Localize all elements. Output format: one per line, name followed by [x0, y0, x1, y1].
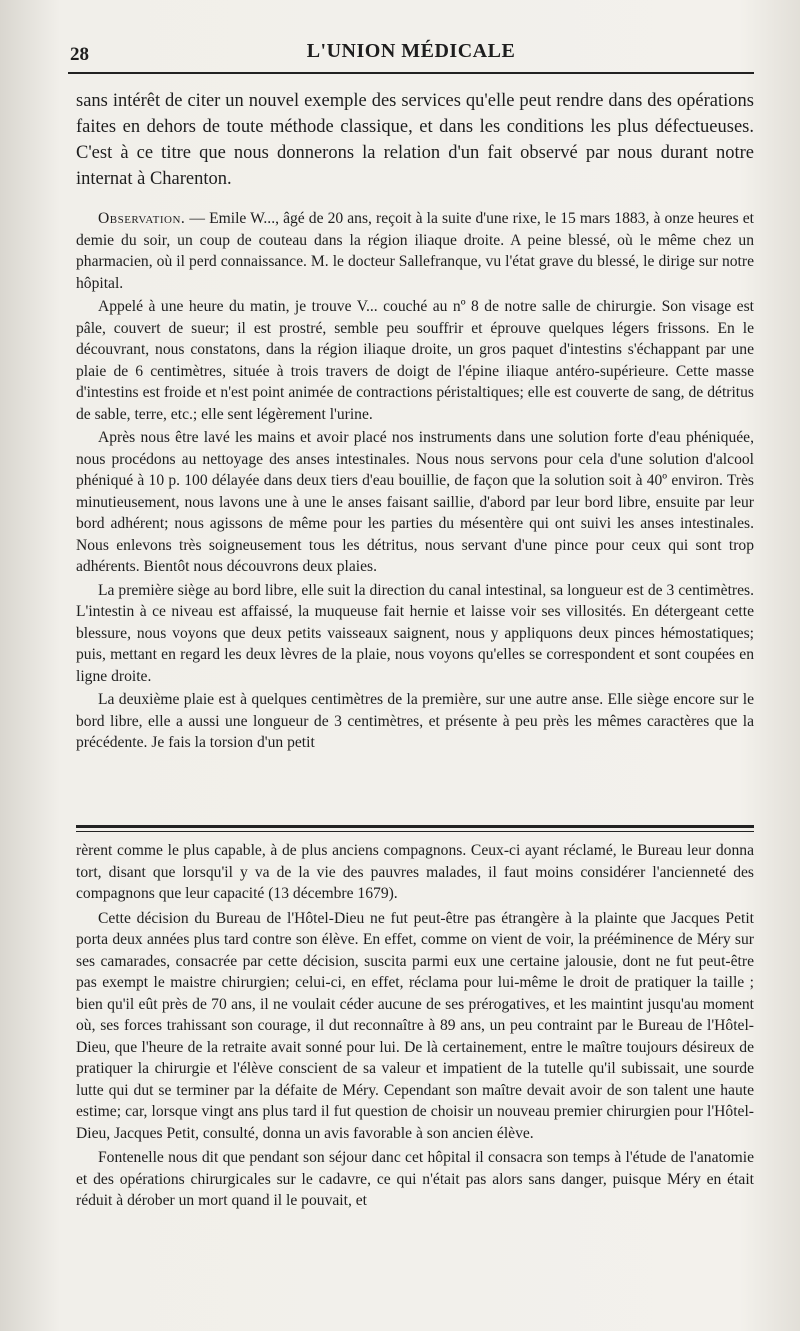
- observation-paragraph-3: Après nous être lavé les mains et avoir placé nos instruments dans une solution forte d'eau phéniquée, nous procédons au nettoyage des anses intestinales. Nous nous servons pour cela d'une solution d'alcool phéniqué à 10 p. 100 délayée dans deux tiers d'eau bouillie, de façon que la solution soit à 40º environ. Très minutieusement, nous lavons une à une le anses faisant saillie, d'abord par leur bord libre, ensuite par leur bord adhérent; nous agissons de même pour les parties du mésentère qui ont suivi les anses intestinales. Nous enlevons très soigneusement tous les détritus, nous servant d'une pince pour ceux qui sont trop adhérents. Bientôt nous découvrons deux plaies.: [76, 429, 754, 575]
- intro-section: [76, 88, 754, 192]
- intro-paragraph: sans intérêt de citer un nouvel exemple des services qu'elle peut rendre dans des opérations faites en dehors de toute méthode classique, et dans les conditions les plus défectueuses. C'est à ce titre que nous donnerons la relation d'un fait observé par nous durant notre internat à Charenton.: [76, 91, 754, 189]
- observation-text: — Emile W..., âgé de 20 ans, reçoit à la suite d'une rixe, le 15 mars 1883, à onze heures et demie du soir, un coup de couteau dans la région iliaque droite. A peine blessé, où le même chez un pharmacien, où il perd connaissance. M. le docteur Sallefranque, vu l'état grave du blessé, le dirige sur notre hôpital.: [76, 210, 755, 292]
- header-rule: [68, 72, 754, 74]
- observation-paragraph-5: La deuxième plaie est à quelques centimètres de la première, sur une autre anse. Elle siège encore sur le bord libre, elle a aussi une longueur de 3 centimètres, et présente à peu près les mêmes caractères que la précédente. Je fais la torsion d'un petit: [76, 691, 754, 751]
- lower-paragraph-2: Cette décision du Bureau de l'Hôtel-Dieu ne fut peut-être pas étrangère à la plainte que Jacques Petit porta deux années plus tard contre son élève. En effet, comme on vient de voir, la prééminence de Méry sur ses camarades, consacrée par cette décision, suscita parmi eux une certaine jalousie, dont ne fut peut-être pas exempt le maistre chirurgien; celui-ci, en effet, réclama pour lui-même le droit de pratiquer la taille ; bien qu'il eût près de 70 ans, il ne voulait céder aucune de ses prérogatives, et les maintint jusqu'au moment où, ses forces trahissant son courage, il dut reconnaître à 89 ans, un peu contraint par le Bureau de l'Hôtel-Dieu, que l'heure de la retraite avait sonné pour lui. De là certainement, entre le maître toujours désireux de pratiquer la chirurgie et l'élève conscient de sa valeur et impatient de la tutelle qu'il subissait, une sourde lutte qui dut se terminer par la défaite de Méry. Cependant son maître devait avoir de son talent une haute estime; car, lorsque vingt ans plus tard il fut question de choisir un nouveau premier chirurgien pour l'Hôtel-Dieu, Jacques Petit, consulté, donna un avis favorable à son ancien élève.: [76, 909, 754, 1142]
- observation-paragraph-1: [76, 208, 754, 294]
- observation-paragraph-4: La première siège au bord libre, elle suit la direction du canal intestinal, sa longueur est de 3 centimètres. L'intestin à ce niveau est affaissé, la muqueuse fait hernie et laisse voir ses villosités. En détergeant cette blessure, nous voyons que deux petits vaisseaux saignent, nous y appliquons deux pinces hémostatiques; puis, mettant en regard les deux lèvres de la plaie, nous voyons qu'elles se correspondent et sont coupées en ligne droite.: [76, 581, 754, 685]
- observation-section: [76, 208, 754, 754]
- page-header: [70, 28, 752, 68]
- lower-section: [76, 840, 754, 1212]
- running-title: L'UNION MÉDICALE: [306, 40, 516, 62]
- lower-paragraph-3: Fontenelle nous dit que pendant son séjour danc cet hôpital il consacra son temps à l'étude de l'anatomie et des opérations chirurgicales sur le cadavre, ce qui n'était pas alors sans danger, puisque Méry en était réduit à dérober un mort quand il le pouvait, et: [76, 1149, 754, 1209]
- observation-label: Observation.: [98, 210, 186, 227]
- page-number: 28: [70, 44, 89, 65]
- observation-paragraph-2: Appelé à une heure du matin, je trouve V... couché au nº 8 de notre salle de chirurgie. Son visage est pâle, couvert de sueur; il est prostré, semble peu souffrir et éprouve quelques légers frissons. En le découvrant, nous constatons, dans la région iliaque droite, un gros paquet d'intestins s'échappant par une plaie de 6 centimètres, située à trois travers de doigt de l'épine iliaque antéro-supérieure. Cette masse d'intestins est froide et n'est point animée de contractions péristaltiques; elle est couverte de sang, de détritus de sable, terre, etc.; elle sent légèrement l'urine.: [76, 298, 754, 423]
- lower-paragraph-1: rèrent comme le plus capable, à de plus anciens compagnons. Ceux-ci ayant réclamé, le Bureau leur donna tort, disant que lorsqu'il y va de la vie des pauvres malades, il faut moins considérer l'ancienneté des compagnons que leur capacité (13 décembre 1679).: [76, 842, 754, 902]
- section-divider: [76, 825, 754, 832]
